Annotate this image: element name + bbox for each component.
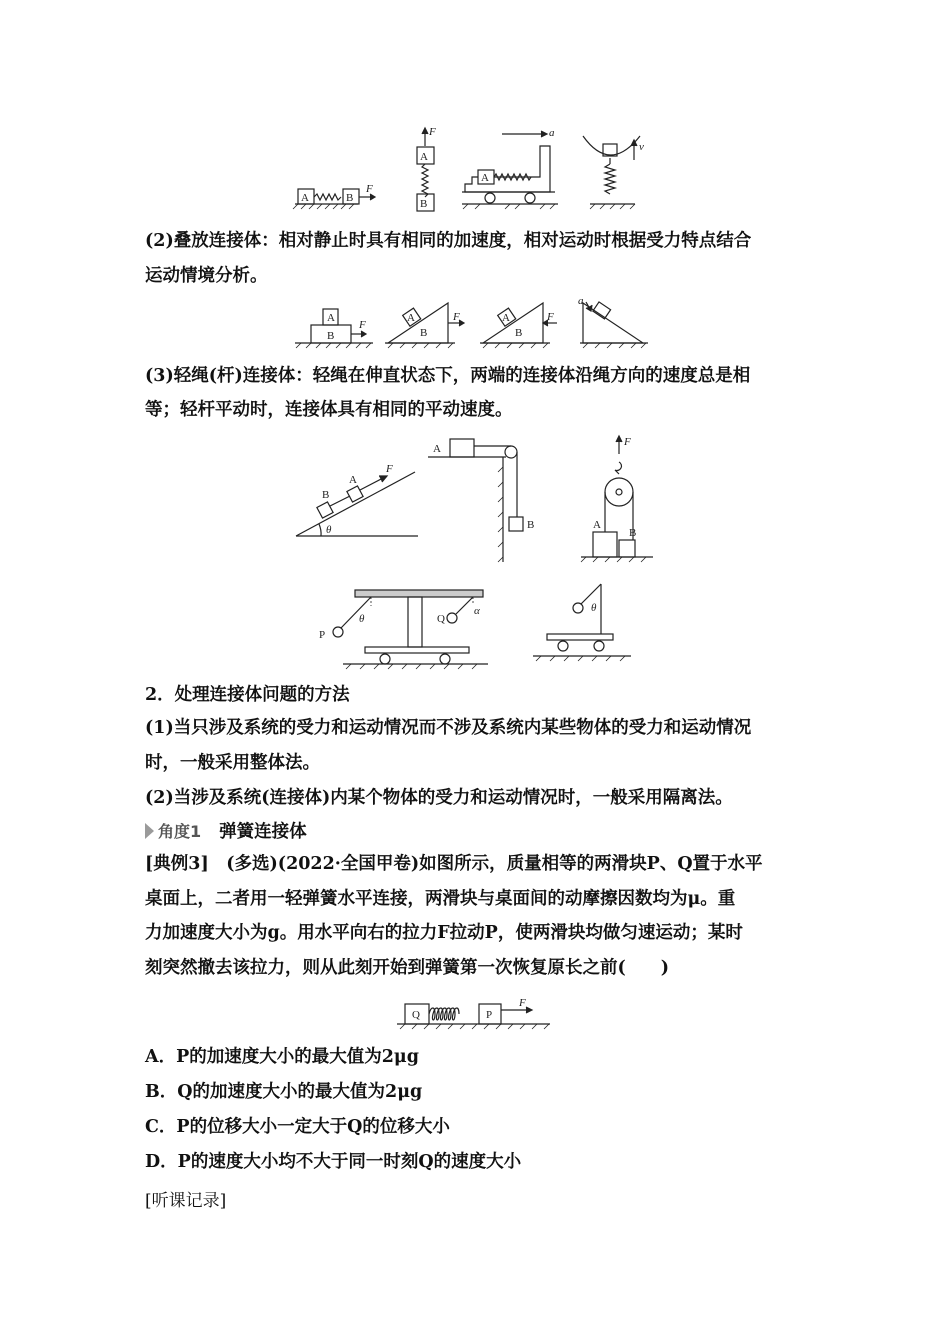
figure-row-1 xyxy=(290,122,650,217)
fig2-label-B: B xyxy=(420,198,428,210)
fig7-label-A: A xyxy=(502,312,510,324)
figure-row-3 xyxy=(293,432,663,572)
paragraph-2-line-1: (2)叠放连接体：相对静止时具有相同的加速度，相对运动时根据受力特点结合 xyxy=(145,231,752,251)
fig2-label-A: A xyxy=(420,151,428,163)
fig11-label-F: F xyxy=(624,436,631,448)
fig11-label-A: A xyxy=(593,519,601,531)
fig9-label-B: B xyxy=(322,489,330,501)
angle-heading xyxy=(145,818,307,843)
notes-label: [听课记录] xyxy=(145,1191,227,1211)
paragraph-3-line-2: 等；轻杆平动时，连接体具有相同的平动速度。 xyxy=(145,400,513,420)
spring-label-Q: Q xyxy=(412,1009,420,1021)
option-B: B．Q的加速度大小的最大值为2μg xyxy=(145,1082,423,1102)
fig2-label-F: F xyxy=(429,126,436,138)
fig1-label-F: F xyxy=(366,183,373,195)
fig5-label-A: A xyxy=(327,312,335,324)
spring-label-F: F xyxy=(519,997,526,1009)
section-2-1-line-2: 时，一般采用整体法。 xyxy=(145,753,320,773)
fig7-label-F: F xyxy=(547,311,554,323)
section-2-2: (2)当涉及系统(连接体)内某个物体的受力和运动情况时，一般采用隔离法。 xyxy=(145,788,733,808)
fig9-label-A: A xyxy=(349,474,357,486)
fig12-label-Q: Q xyxy=(437,613,445,625)
fig10-label-A: A xyxy=(433,443,441,455)
fig9-label-F: F xyxy=(386,463,393,475)
option-D: D．P的速度大小均不大于同一时刻Q的速度大小 xyxy=(145,1152,522,1172)
fig13-label-theta: θ xyxy=(591,602,597,614)
example-line-4: 刻突然撤去该拉力，则从此刻开始到弹簧第一次恢复原长之前( ) xyxy=(145,958,670,978)
fig12-label-theta: θ xyxy=(359,613,365,625)
paragraph-3-line-1: (3)轻绳(杆)连接体：轻绳在伸直状态下，两端的连接体沿绳方向的速度总是相 xyxy=(145,366,751,386)
fig6-label-A: A xyxy=(407,312,415,324)
section-2-heading: 2．处理连接体问题的方法 xyxy=(145,685,350,705)
example-line-2: 桌面上，二者用一轻弹簧水平连接，两滑块与桌面间的动摩擦因数均为μ。重 xyxy=(145,889,736,909)
example-line-3: 力加速度大小为g。用水平向右的拉力F拉动P，使两滑块均做匀速运动；某时 xyxy=(145,923,743,943)
fig4-label-v: v xyxy=(639,141,644,153)
spring-label-P: P xyxy=(486,1009,493,1021)
paragraph-2-line-2: 运动情境分析。 xyxy=(145,266,268,286)
fig3-label-A: A xyxy=(481,172,489,184)
fig12-label-P: P xyxy=(319,629,326,641)
angle-title: 弹簧连接体 xyxy=(219,822,307,842)
figure-row-2 xyxy=(293,295,653,353)
tag-arrow-icon xyxy=(145,823,154,839)
fig3-label-a: a xyxy=(549,127,555,139)
fig8-label-a: a xyxy=(578,295,584,307)
spring-figure xyxy=(395,996,555,1036)
fig9-label-theta: θ xyxy=(326,524,332,536)
fig11-label-B: B xyxy=(629,527,637,539)
fig6-label-F: F xyxy=(453,311,460,323)
angle-tag: 角度1 xyxy=(158,822,202,841)
fig6-label-B: B xyxy=(420,327,428,339)
option-A: A．P的加速度大小的最大值为2μg xyxy=(145,1047,419,1067)
fig7-label-B: B xyxy=(515,327,523,339)
fig1-label-A: A xyxy=(301,192,309,204)
option-C: C．P的位移大小一定大于Q的位移大小 xyxy=(145,1117,450,1137)
example-line-1: [典例3] (多选)(2022·全国甲卷)如图所示，质量相等的两滑块P、Q置于水平 xyxy=(145,854,763,874)
fig5-label-B: B xyxy=(327,330,335,342)
fig12-label-alpha: α xyxy=(474,605,480,617)
figure-row-4 xyxy=(313,578,653,670)
section-2-1-line-1: (1)当只涉及系统的受力和运动情况而不涉及系统内某些物体的受力和运动情况 xyxy=(145,718,752,738)
fig5-label-F: F xyxy=(359,319,366,331)
fig10-label-B: B xyxy=(527,519,535,531)
fig1-label-B: B xyxy=(346,192,354,204)
